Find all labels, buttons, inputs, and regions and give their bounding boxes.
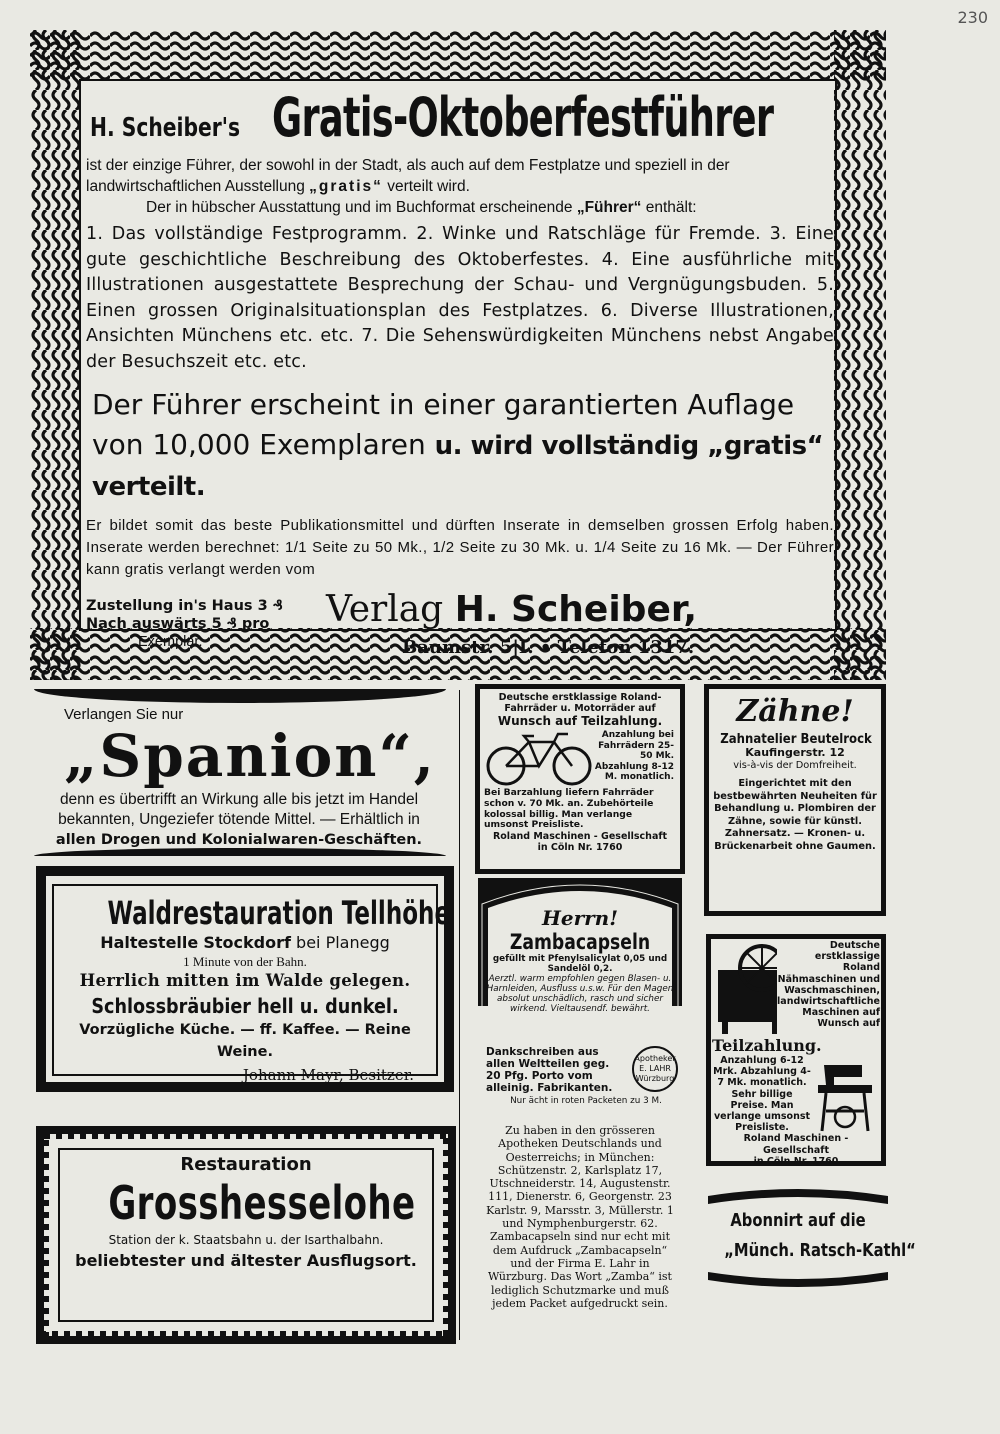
zahn-headline: Zähne! (736, 694, 854, 729)
wald-offer: Vorzügliche Küche. — ff. Kaffee. — Reine Weine. (79, 1022, 411, 1060)
zamba-recommendation: Aerztl. warm empfohlen gegen Blasen- u. Harnleiden, Ausfluss u.s.w. Für den Magen absolut unschädlich, rasch und sicher wirkend. Vieltausendf. bewährt. (486, 974, 674, 1014)
zamba-body: Zu haben in den grösseren Apotheken Deutschlands und Oesterreichs; in München: Schützenstr. 2, Karlsplatz 17, Utschneiderstr. 14, Augustenstr. 111, Dienerstr. 6, Georgenstr. 23 Karlstr. 9, Marsstr. 3, Müllerstr. 1 und Nymphenburgerstr. 62. Zambacapseln sind nur echt mit dem Aufdruck „Zambacapseln“ und der Firma E. Lahr in Würzburg. Das Wort „Zamba“ ist lediglich Schutzmarke und muß jedem Packet aufgedruckt sein. (486, 1124, 674, 1310)
intro-paragraph (86, 155, 834, 218)
publisher-name (326, 589, 697, 630)
ad-title (90, 86, 834, 149)
zamba-thanks: Dankschreiben aus allen Weltteilen geg. 20 Pfg. Porto vom alleinig. Fabrikanten. (486, 1046, 613, 1094)
gross-tagline: beliebtester und ältester Ausflugsort. (75, 1251, 417, 1270)
zamba-title: Zambacapseln (509, 930, 651, 954)
spanion-text (34, 790, 444, 850)
naeh-description: Deutsche erstklassige Roland Nähmaschinen und Waschmaschinen, landwirtschaftliche Maschinen auf Wunsch auf (777, 940, 881, 1030)
intro-gratis: „gratis“ (309, 178, 383, 195)
shipping-exemplar: Exemplar. (138, 634, 203, 650)
zahn-name: Zahnatelier Beutelrock (720, 732, 872, 747)
zamba-ingredients: gefüllt mit Pfenylsalicylat 0,05 und Sandelöl 0,2. (492, 954, 668, 974)
title-prefix: H. Scheiber's (90, 113, 241, 143)
apotheker-stamp: Apotheker E. LAHR Würzburg (632, 1046, 678, 1092)
intro-text-1: ist der einzige Führer, der sowohl in der Stadt, als auch auf dem Festplatze und speziell in der landwirtschaftlichen Ausstellung (86, 157, 730, 195)
wald-station (54, 932, 436, 954)
roland-firm: Roland Maschinen - Gesellschaft (492, 831, 668, 843)
wald-title: Waldrestauration Tellhöhe (107, 894, 451, 932)
spanion-name: „Spanion“, (64, 722, 436, 790)
wald-beer: Schlossbräubier hell u. dunkel. (91, 994, 399, 1018)
roland-cash-offer: Bei Barzahlung liefern Fahrräder schon v. 70 Mk. an. Zubehörteile kolossal billig. Man verlange umsonst Preisliste. (484, 787, 654, 831)
zamba-thanks-block (486, 1046, 686, 1106)
zambacapseln-ad (486, 906, 674, 1014)
roland-line-1: Deutsche erstklassige Roland- (498, 692, 662, 703)
ratsch-line-2: „Münch. Ratsch-Kathl“ (724, 1240, 916, 1261)
circulation-line-1: Der Führer erscheint in einer garantierten Auflage (92, 388, 795, 421)
waldrestauration-ad (52, 884, 451, 1084)
naeh-firm: Roland Maschinen - Gesellschaft (743, 1133, 849, 1156)
ratsch-kathl-ad (708, 1206, 916, 1266)
pricing-paragraph: Er bildet somit das beste Publikationsmittel und dürften Inserate in demselben grossen Erfolg haben. Inserate werden berechnet: 1/1 Seite zu 50 Mk., 1/2 Seite zu 30 Mk. u. 1/4 Seite zu 16 Mk. — Der Führer kann gratis verlangt werden vom (86, 517, 834, 578)
roland-line-2: Fahrräder u. Motorräder auf (504, 703, 656, 714)
naeh-terms: Anzahlung 6-12 Mrk. Abzahlung 4-7 Mk. monatlich. Sehr billige Preise. Man verlange umsonst Preisliste. (713, 1055, 811, 1134)
spanion-pre: Verlangen Sie nur (64, 706, 184, 723)
intro-text-3: Der in hübscher Ausstattung und im Buchformat erscheinende (146, 199, 573, 216)
zahn-opposite: vis-à-vis der Domfreiheit. (733, 759, 857, 771)
naeh-city: in Cöln Nr. 1760 (753, 1155, 839, 1167)
zamba-body-block (482, 1124, 678, 1310)
intro-fuehrer: „Führer“ (576, 199, 642, 216)
gross-restauration: Restauration (180, 1154, 312, 1175)
wald-distance: 1 Minute von der Bahn. (183, 954, 307, 969)
roland-city: in Cöln Nr. 1760 (537, 842, 623, 854)
publisher-address: Baumstr. 5|I. • Telefon 1317. (402, 637, 695, 658)
wald-owner: Johann Mayr, Besitzer. (242, 1066, 414, 1084)
publisher-verlag: Verlag (326, 589, 444, 630)
contents-list: 1. Das vollständige Festprogramm. 2. Winke und Ratschläge für Fremde. 3. Eine gute geschichtliche Beschreibung des Oktoberfestes. 4. Eine ausführliche mit Illustrationen ausgestattete Besprechung der Schau- und Vergnügungsbuden. 5. Einen grossen Originalsituationsplan des Festplatzes. 6. Diverse Illustrationen, Ansichten Münchens etc. etc. 7. Die Sehenswürdigkeiten Münchens nebst Angabe der Besuchszeit etc. etc. (86, 224, 834, 372)
roland-installments: Anzahlung bei Fahrrädern 25-50 Mk. Abzahlung 8-12 M. monatlich. (594, 730, 674, 782)
oktoberfest-advertisement (82, 76, 834, 658)
wald-station-a: Haltestelle (100, 933, 199, 952)
circulation-line-2: von 10,000 Exemplaren (92, 428, 426, 461)
wald-station-c: bei Planegg (296, 933, 390, 952)
zamba-genuine: Nur ächt in roten Packeten zu 3 M. (510, 1096, 662, 1106)
gross-name: Grosshesselohe (108, 1176, 416, 1230)
zahn-street: Kaufingerstr. 12 (745, 746, 845, 759)
washing-machine-icon (712, 940, 777, 1036)
shipping-info (86, 597, 283, 651)
spanion-top-bar (34, 689, 446, 703)
ratsch-line-1: Abonnirt auf die (730, 1210, 866, 1231)
gross-station: Station der k. Staatsbahn u. der Isarthalbahn. (108, 1233, 384, 1247)
naehmaschinen-ad (712, 940, 880, 1167)
roland-line-3: Wunsch auf Teilzahlung. (497, 714, 663, 728)
spanion-body: denn es übertrifft an Wirkung alle bis jetzt im Handel bekannten, Ungeziefer tötende Mittel. — Erhältlich in (58, 791, 420, 828)
wald-location: Herrlich mitten im Walde gelegen. (79, 971, 411, 990)
intro-text-2: verteilt wird. (387, 178, 470, 195)
spanion-stores: allen Drogen und Kolonialwaren-Geschäften. (55, 832, 423, 848)
publisher-scheiber: H. Scheiber, (454, 589, 698, 630)
intro-text-4: enthält: (645, 199, 697, 216)
shipping-outside: Nach auswärts 5 ₰ pro (86, 616, 270, 632)
grosshesselohe-ad (58, 1148, 434, 1322)
zamba-herrn: Herrn! (541, 906, 618, 930)
title-main: Gratis-Oktoberfestführer (272, 86, 774, 149)
circulation-line-3: u. wird vollständig „gratis“ verteilt. (92, 431, 824, 502)
bicycle-icon (484, 730, 594, 788)
sewing-machine-icon (812, 1055, 878, 1133)
shipping-house: Zustellung in's Haus 3 ₰ (86, 598, 283, 614)
roland-bikes-ad (484, 692, 676, 853)
circulation-statement (92, 385, 834, 507)
zahnatelier-ad (712, 692, 878, 853)
publisher-footer (82, 589, 834, 659)
zahn-services: Eingerichtet mit den bestbewährten Neuheiten für Behandlung u. Plombiren der Zähne, sowie für künstl. Zahnersatz. — Kronen- u. Brückenarbeit ohne Gaumen. (713, 778, 877, 852)
naeh-installment: Teilzahlung. (712, 1036, 822, 1055)
column-divider (459, 690, 460, 1340)
wald-station-b: Stockdorf (203, 933, 291, 952)
page-number: 230 (957, 8, 988, 27)
